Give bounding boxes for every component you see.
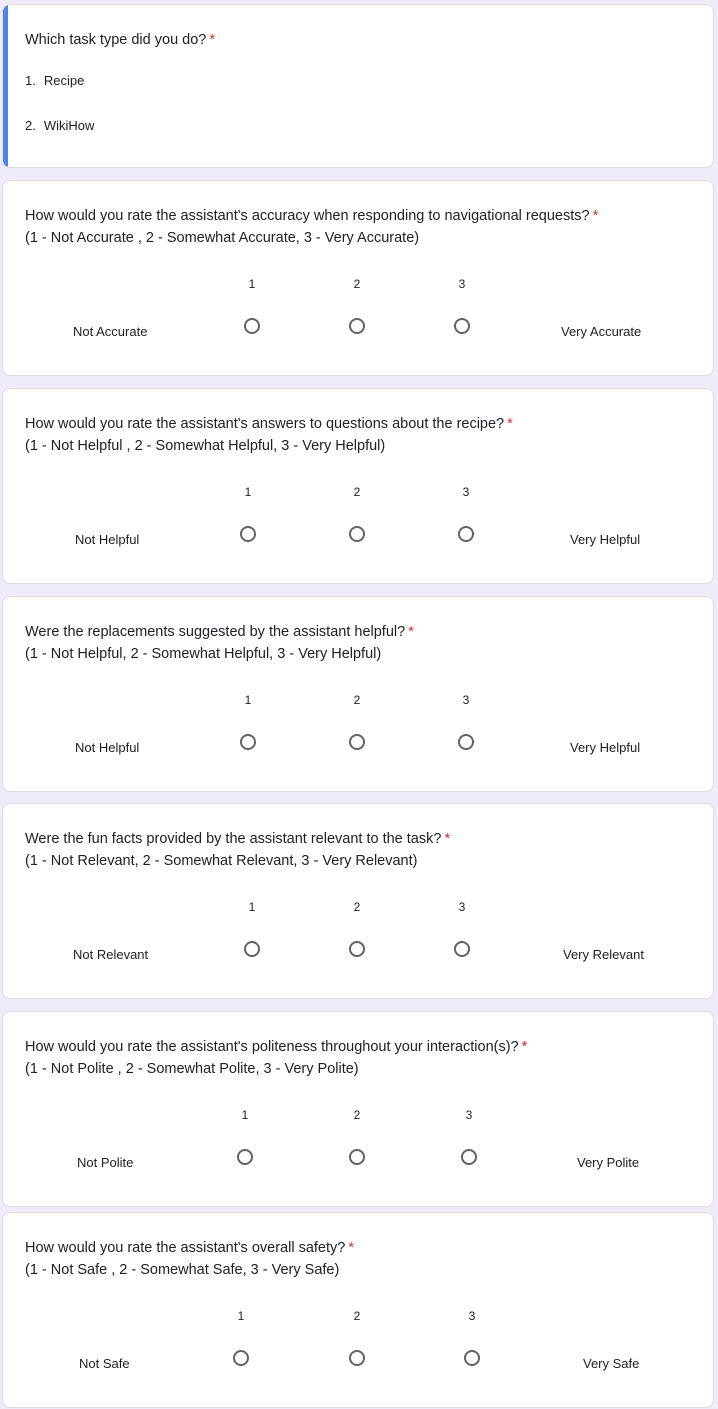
scale-number-1: 1 bbox=[248, 277, 256, 291]
scale-number-2: 2 bbox=[353, 1108, 361, 1122]
radio-option-3[interactable] bbox=[458, 734, 474, 750]
required-asterisk: * bbox=[348, 1240, 354, 1256]
scale-low-label: Not Accurate bbox=[73, 324, 148, 339]
scale-number-3: 3 bbox=[458, 900, 466, 914]
required-asterisk: * bbox=[408, 624, 414, 640]
scale-number-1: 1 bbox=[237, 1309, 245, 1323]
required-asterisk: * bbox=[444, 831, 451, 847]
radio-option-2[interactable] bbox=[349, 734, 365, 750]
question-card-fun-facts bbox=[2, 803, 714, 999]
radio-option-2[interactable] bbox=[349, 526, 365, 542]
radio-option-2[interactable] bbox=[349, 318, 365, 334]
required-asterisk: * bbox=[507, 416, 513, 432]
scale-high-label: Very Polite bbox=[577, 1155, 640, 1170]
scale-number-3: 3 bbox=[465, 1108, 473, 1122]
question-title: How would you rate the assistant's accuracy when responding to navigational requests? * (1 - Not Accurate , 2 - Somewhat Accurate, 3 - Very Accurate) bbox=[25, 205, 693, 249]
scale-number-2: 2 bbox=[353, 900, 361, 914]
scale-high-label: Very Helpful bbox=[570, 532, 641, 547]
radio-option-1[interactable] bbox=[244, 941, 260, 957]
scale-number-1: 1 bbox=[244, 485, 252, 499]
question-subtitle: (1 - Not Accurate , 2 - Somewhat Accurate, 3 - Very Accurate) bbox=[25, 230, 420, 246]
question-title: Were the fun facts provided by the assistant relevant to the task? * (1 - Not Relevant, 2 - Somewhat Relevant, 3 - Very Relevant) bbox=[25, 828, 693, 872]
scale-number-2: 2 bbox=[353, 693, 361, 707]
radio-option-3[interactable] bbox=[464, 1350, 480, 1366]
question-subtitle: (1 - Not Relevant, 2 - Somewhat Relevant, 3 - Very Relevant) bbox=[25, 853, 418, 869]
radio-option-3[interactable] bbox=[461, 1149, 477, 1165]
question-subtitle: (1 - Not Helpful, 2 - Somewhat Helpful, 3 - Very Helpful) bbox=[25, 646, 382, 662]
radio-option-1[interactable] bbox=[240, 526, 256, 542]
required-asterisk: * bbox=[521, 1039, 528, 1055]
radio-option-3[interactable] bbox=[454, 318, 470, 334]
scale-number-2: 2 bbox=[353, 277, 361, 291]
question-title: Which task type did you do? * bbox=[25, 32, 216, 48]
scale-low-label: Not Safe bbox=[79, 1356, 130, 1371]
list-item-wikihow: 2. WikiHow bbox=[25, 118, 95, 133]
scale-high-label: Very Accurate bbox=[561, 324, 642, 339]
question-card-recipe-answers bbox=[2, 388, 714, 584]
radio-option-1[interactable] bbox=[244, 318, 260, 334]
radio-option-2[interactable] bbox=[349, 1350, 365, 1366]
question-card-accuracy bbox=[2, 180, 714, 376]
question-card-safety bbox=[2, 1212, 714, 1408]
question-title: Were the replacements suggested by the assistant helpful? * (1 - Not Helpful, 2 - Somewhat Helpful, 3 - Very Helpful) bbox=[25, 621, 693, 665]
scale-number-2: 2 bbox=[353, 485, 361, 499]
required-asterisk: * bbox=[209, 32, 216, 48]
question-title: How would you rate the assistant's answers to questions about the recipe? * (1 - Not Helpful , 2 - Somewhat Helpful, 3 - Very Helpful) bbox=[25, 413, 693, 457]
question-subtitle: (1 - Not Safe , 2 - Somewhat Safe, 3 - Very Safe) bbox=[25, 1262, 340, 1278]
required-asterisk: * bbox=[592, 208, 599, 224]
question-title: How would you rate the assistant's overall safety? * (1 - Not Safe , 2 - Somewhat Safe, 3 - Very Safe) bbox=[25, 1237, 693, 1281]
scale-low-label: Not Helpful bbox=[75, 532, 140, 547]
scale-number-1: 1 bbox=[241, 1108, 249, 1122]
radio-option-3[interactable] bbox=[458, 526, 474, 542]
radio-option-3[interactable] bbox=[454, 941, 470, 957]
scale-number-1: 1 bbox=[248, 900, 256, 914]
scale-number-3: 3 bbox=[458, 277, 466, 291]
radio-option-2[interactable] bbox=[349, 941, 365, 957]
question-card-replacements bbox=[2, 596, 714, 792]
scale-number-1: 1 bbox=[244, 693, 252, 707]
question-card-task-type bbox=[2, 4, 714, 168]
scale-high-label: Very Helpful bbox=[570, 740, 641, 755]
list-item-recipe: 1. Recipe bbox=[25, 73, 85, 88]
scale-low-label: Not Helpful bbox=[75, 740, 140, 755]
scale-low-label: Not Polite bbox=[77, 1155, 134, 1170]
scale-high-label: Very Relevant bbox=[563, 947, 644, 962]
scale-number-3: 3 bbox=[462, 485, 470, 499]
scale-low-label: Not Relevant bbox=[73, 947, 149, 962]
radio-option-1[interactable] bbox=[237, 1149, 253, 1165]
radio-option-1[interactable] bbox=[240, 734, 256, 750]
radio-option-1[interactable] bbox=[233, 1350, 249, 1366]
radio-option-2[interactable] bbox=[349, 1149, 365, 1165]
scale-number-2: 2 bbox=[353, 1309, 361, 1323]
question-subtitle: (1 - Not Helpful , 2 - Somewhat Helpful, 3 - Very Helpful) bbox=[25, 438, 386, 454]
question-card-politeness bbox=[2, 1011, 714, 1207]
scale-high-label: Very Safe bbox=[583, 1356, 640, 1371]
scale-number-3: 3 bbox=[468, 1309, 476, 1323]
question-subtitle: (1 - Not Polite , 2 - Somewhat Polite, 3 - Very Polite) bbox=[25, 1061, 359, 1077]
question-title: How would you rate the assistant's politeness throughout your interaction(s)? * (1 - Not Polite , 2 - Somewhat Polite, 3 - Very Polite) bbox=[25, 1036, 693, 1080]
scale-number-3: 3 bbox=[462, 693, 470, 707]
